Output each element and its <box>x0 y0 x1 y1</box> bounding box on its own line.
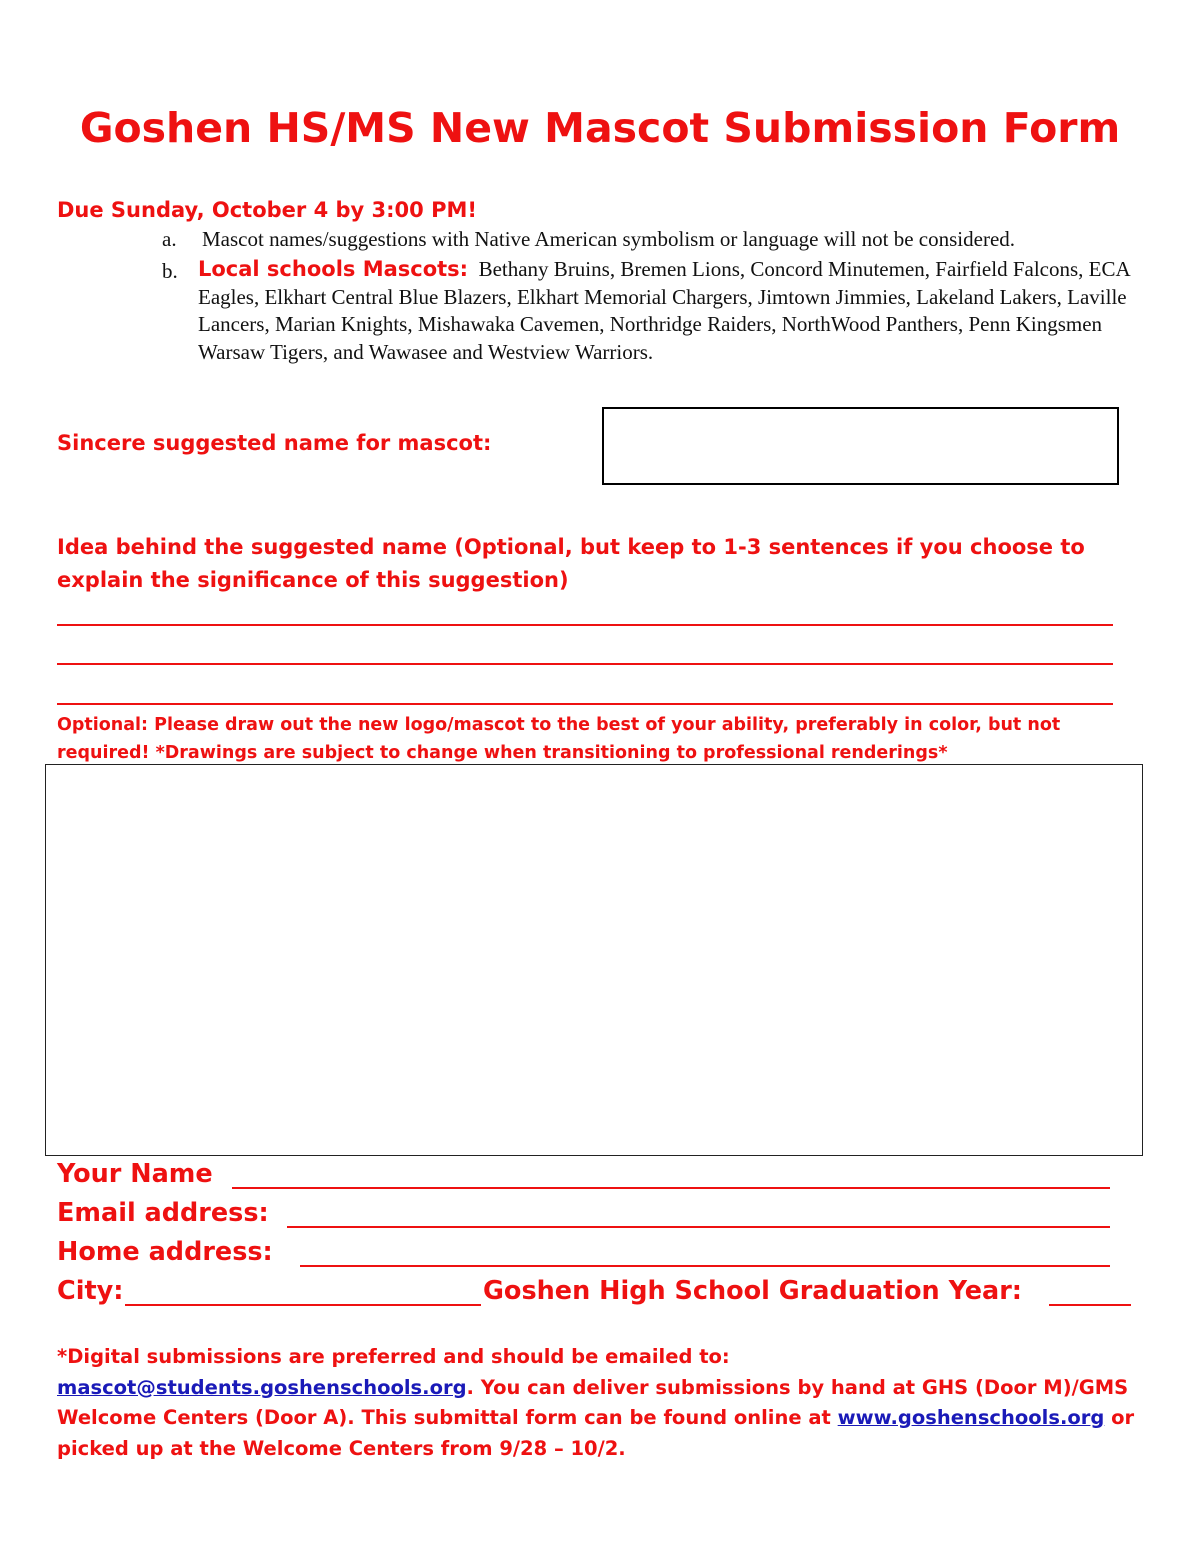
drawing-instructions: Optional: Please draw out the new logo/mascot to the best of your ability, preferably in color, but not required! *Drawings are subject to change when transitioning to professional renderings* <box>57 715 1061 763</box>
form-title: Goshen HS/MS New Mascot Submission Form <box>79 104 1121 152</box>
home-address-label: Home address: <box>57 1237 273 1267</box>
footer-text-3: or picked up at the Welcome Centers from 9/28 – 10/2. <box>57 1406 1135 1460</box>
local-mascots-text: Bethany Bruins, Bremen Lions, Concord Minutemen, Fairfield Falcons, ECA Eagles, Elkhart Central Blue Blazers, Elkhart Memorial Chargers, Jimtown Jimmies, Lakeland Lakers, Laville Lancers, Marian Knights, Mishawaka Cavemen, Northridge Raiders, NorthWood Panthers, Penn Kingsmen Warsaw Tigers, and Wawasee and Westview Warriors. <box>198 257 1130 364</box>
idea-line-3[interactable] <box>57 703 1113 705</box>
submission-instructions <box>57 1342 1147 1464</box>
footer-text-2: . You can deliver submissions by hand at GHS (Door M)/GMS Welcome Centers (Door A). This submittal form can be found online at <box>57 1375 1129 1429</box>
idea-line-2[interactable] <box>57 663 1113 665</box>
list-item-a <box>162 227 1015 252</box>
grad-year-line[interactable] <box>1049 1304 1131 1306</box>
email-link[interactable]: mascot@students.goshenschools.org <box>57 1375 467 1399</box>
footer-line-1: *Digital submissions are preferred and should be emailed to: <box>57 1345 730 1368</box>
list-text-a: Mascot names/suggestions with Native American symbolism or language will not be considered. <box>202 227 1016 251</box>
drawing-area[interactable] <box>45 764 1143 1156</box>
mascot-name-label: Sincere suggested name for mascot: <box>57 431 492 455</box>
list-letter-b: b. <box>162 259 178 283</box>
list-letter-a: a. <box>162 227 177 251</box>
idea-label: Idea behind the suggested name (Optional, but keep to 1-3 sentences if you choose to explain the significance of this suggestion) <box>57 535 1085 592</box>
email-label: Email address: <box>57 1198 269 1228</box>
website-link[interactable]: www.goshenschools.org <box>837 1406 1105 1429</box>
email-line[interactable] <box>287 1226 1110 1228</box>
idea-line-1[interactable] <box>57 624 1113 626</box>
city-line[interactable] <box>125 1304 481 1306</box>
mascot-name-input[interactable] <box>602 407 1119 485</box>
due-date: Due Sunday, October 4 by 3:00 PM! <box>57 198 477 222</box>
home-address-line[interactable] <box>300 1265 1110 1267</box>
your-name-field[interactable] <box>57 1159 213 1189</box>
city-label: City: <box>57 1276 124 1306</box>
local-mascots-heading: Local schools Mascots: <box>198 257 469 281</box>
home-address-field[interactable] <box>57 1237 273 1267</box>
email-field[interactable] <box>57 1198 269 1228</box>
list-item-b <box>198 256 1143 366</box>
your-name-label: Your Name <box>57 1159 213 1189</box>
your-name-line[interactable] <box>232 1187 1110 1189</box>
grad-year-label: Goshen High School Graduation Year: <box>483 1276 1022 1306</box>
city-year-row <box>57 1276 1022 1306</box>
